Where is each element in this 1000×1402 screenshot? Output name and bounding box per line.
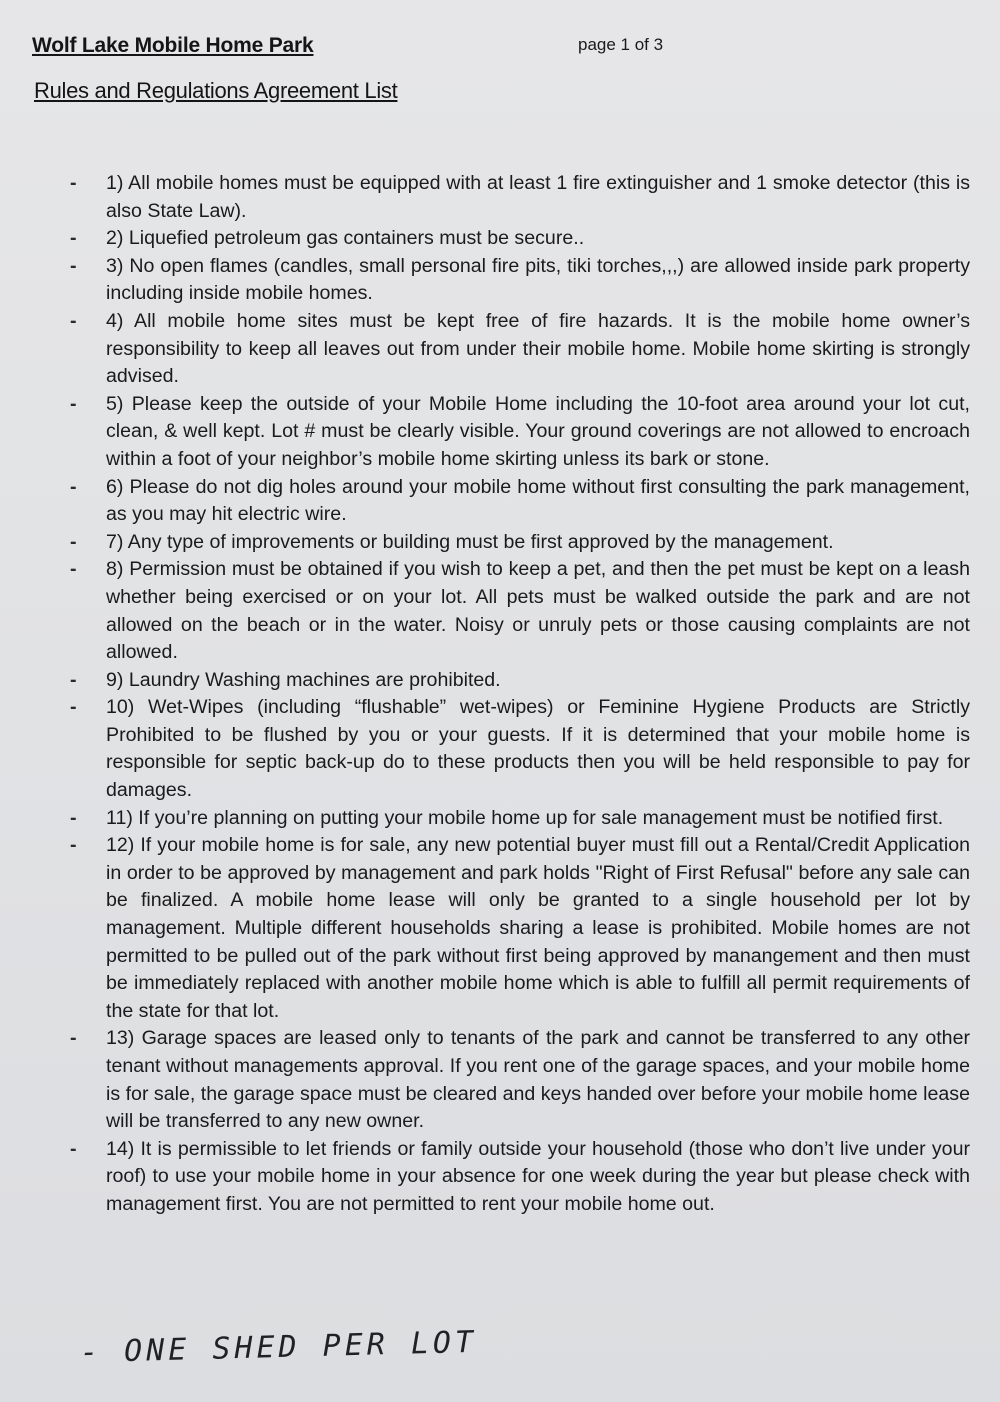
rule-text: 2) Liquefied petroleum gas containers must be secure..	[106, 227, 585, 250]
bullet-dash: -	[70, 806, 77, 829]
rule-text: 4) All mobile home sites must be kept free of fire hazards. It is the mobile home owner’s responsibility to keep all leaves out from under their mobile home. Mobile home skirting is strongly advised.	[106, 309, 970, 388]
bullet-dash: -	[70, 475, 77, 498]
rule-item	[60, 832, 970, 1025]
bullet-dash: -	[70, 668, 77, 691]
bullet-dash: -	[70, 1027, 77, 1050]
bullet-dash: -	[70, 309, 77, 332]
rule-text: 14) It is permissible to let friends or family outside your household (those who don’t live under your roof) to use your mobile home in your absence for one week during the year but please check with management first. You are not permitted to rent your mobile home out.	[106, 1137, 970, 1215]
rule-item	[60, 805, 970, 833]
bullet-dash: -	[70, 530, 77, 553]
bullet-dash: -	[70, 254, 77, 277]
bullet-dash: -	[70, 558, 77, 581]
rule-text: 9) Laundry Washing machines are prohibited.	[106, 668, 501, 691]
rules-list	[60, 170, 970, 1219]
park-name-title: Wolf Lake Mobile Home Park	[32, 34, 314, 57]
bullet-dash: -	[70, 834, 77, 857]
rule-text: 8) Permission must be obtained if you wish to keep a pet, and then the pet must be kept on a leash whether being exercised or on your lot. All pets must be walked outside the park and are not allowed on the beach or in the water. Noisy or unruly pets or those causing complaints are not allowed.	[106, 558, 970, 664]
page-number: page 1 of 3	[578, 35, 664, 54]
bullet-dash: -	[70, 172, 77, 194]
bullet-dash: -	[70, 392, 77, 415]
rule-text: 13) Garage spaces are leased only to tenants of the park and cannot be transferred to any other tenant without managements approval. If you rent one of the garage spaces, and your mobile home is for sale, the garage space must be cleared and keys handed over before your mobile home lease will be transferred to any new owner.	[106, 1027, 970, 1133]
rule-item	[60, 474, 970, 529]
rule-item	[60, 391, 970, 474]
rule-text: 12) If your mobile home is for sale, any new potential buyer must fill out a Rental/Credit Application in order to be approved by management and park holds "Right of First Refusal" before any sale can be finalized. A mobile home lease will only be granted to a single household per lot by management. Multiple different households sharing a lease is prohibited. Mobile homes are not permitted to be pulled out of the park without first being approved by manangement and then must be immediately replaced with another mobile home which is able to fulfill all permit requirements of the state for that lot.	[106, 834, 970, 1022]
bullet-dash: -	[70, 1137, 77, 1160]
handwritten-note: - ONE SHED PER LOT	[79, 1324, 478, 1371]
rule-text: 6) Please do not dig holes around your mobile home without first consulting the park management, as you may hit electric wire.	[106, 475, 970, 526]
rule-item	[60, 308, 970, 391]
rule-text: 5) Please keep the outside of your Mobile Home including the 10-foot area around your lot cut, clean, & well kept. Lot # must be clearly visible. Your ground coverings are not allowed to encroach within a foot of your neighbor’s mobile home skirting unless its bark or stone.	[106, 392, 970, 470]
rule-item	[60, 253, 970, 308]
rule-item	[60, 1136, 970, 1219]
rule-item	[60, 694, 970, 804]
bullet-dash: -	[70, 227, 77, 250]
rule-item	[60, 225, 970, 253]
bullet-dash: -	[70, 696, 77, 719]
rule-item	[60, 1025, 970, 1135]
rule-text: 1) All mobile homes must be equipped with at least 1 fire extinguisher and 1 smoke detector (this is also State Law).	[106, 172, 970, 222]
rule-text: 3) No open flames (candles, small personal fire pits, tiki torches,,,) are allowed inside park property including inside mobile homes.	[106, 254, 970, 305]
agreement-list-heading: Rules and Regulations Agreement List	[34, 78, 398, 103]
rule-item	[60, 667, 970, 695]
rule-item	[60, 529, 970, 557]
rule-text: 10) Wet-Wipes (including “flushable” wet-wipes) or Feminine Hygiene Products are Strictly Prohibited to be flushed by you or your guests. If it is determined that your mobile home is responsible for septic back-up do to these products then you will be held responsible to pay for damages.	[106, 696, 970, 802]
rule-item	[60, 556, 970, 666]
rule-text: 11) If you’re planning on putting your mobile home up for sale management must be notified first.	[106, 806, 944, 829]
rule-item	[60, 170, 970, 225]
rule-text: 7) Any type of improvements or building must be first approved by the management.	[106, 530, 834, 553]
